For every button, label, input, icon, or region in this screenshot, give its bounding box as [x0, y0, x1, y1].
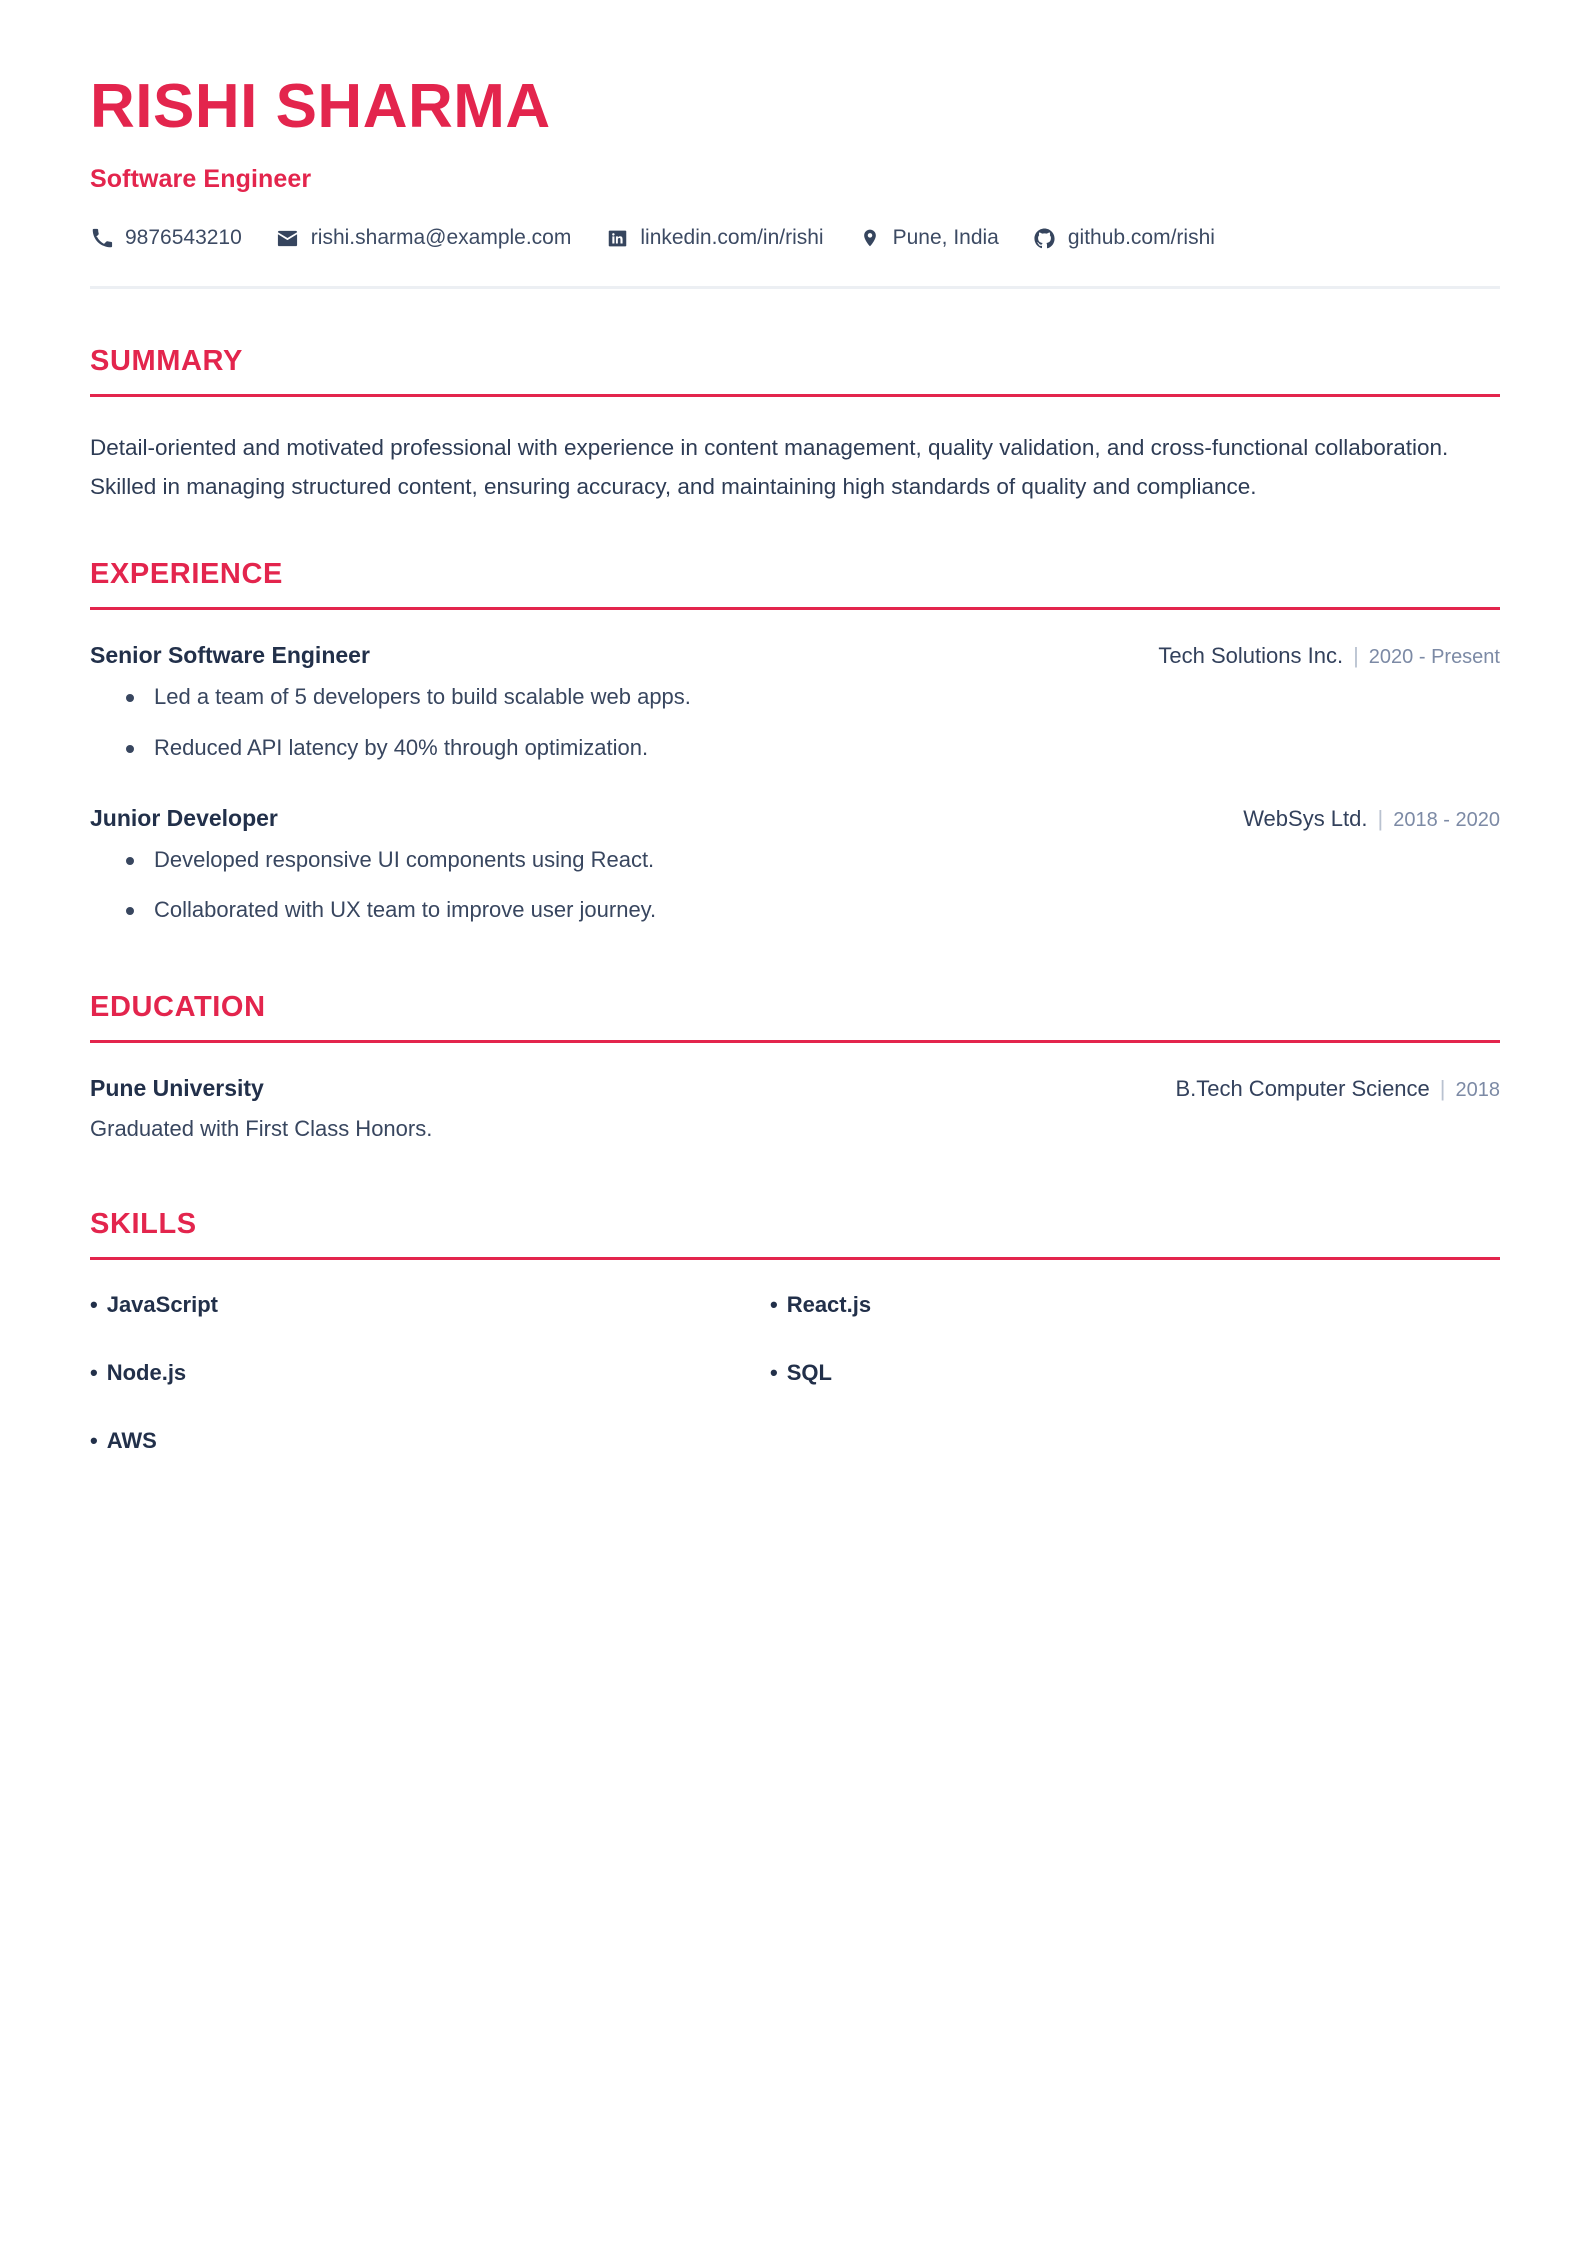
section-title-summary: SUMMARY	[90, 345, 243, 378]
experience-separator: |	[1353, 643, 1359, 669]
section-rule-education	[90, 1040, 1500, 1043]
skills-grid	[90, 1292, 1410, 1496]
contact-email-text: rishi.sharma@example.com	[310, 226, 572, 250]
experience-bullet: Collaborated with UX team to improve user journey.	[126, 896, 1500, 925]
skill-bullet-icon: •	[770, 1291, 778, 1317]
experience-dates: 2018 - 2020	[1393, 808, 1500, 831]
contact-location[interactable]	[858, 226, 999, 250]
section-title-education: EDUCATION	[90, 990, 266, 1023]
experience-role: Senior Software Engineer	[90, 642, 370, 669]
section-title-skills: SKILLS	[90, 1207, 197, 1240]
skill-bullet-icon: •	[770, 1359, 778, 1385]
experience-bullets	[90, 846, 1500, 925]
section-rule-summary	[90, 394, 1500, 397]
experience-role: Junior Developer	[90, 804, 278, 831]
skill-item	[770, 1292, 1410, 1318]
linkedin-icon	[605, 226, 629, 250]
skill-item	[90, 1360, 730, 1386]
experience-item-header	[90, 642, 1500, 669]
skill-label: React.js	[786, 1291, 872, 1317]
header-divider	[90, 286, 1500, 289]
skill-label: Node.js	[106, 1359, 187, 1385]
contact-github-text: github.com/rishi	[1067, 226, 1215, 250]
skill-label: AWS	[106, 1427, 157, 1453]
education-meta	[1175, 1076, 1500, 1102]
skill-label: JavaScript	[106, 1291, 218, 1317]
location-pin-icon	[858, 226, 882, 250]
experience-item	[90, 805, 1500, 925]
section-experience	[90, 558, 1500, 924]
contact-phone[interactable]	[90, 226, 242, 250]
education-item-header	[90, 1075, 1500, 1102]
experience-meta	[1243, 806, 1500, 832]
experience-bullet: Developed responsive UI components using React.	[126, 846, 1500, 875]
section-summary	[90, 345, 1500, 506]
contact-email[interactable]	[276, 226, 572, 250]
skill-item	[90, 1292, 730, 1318]
spacer	[90, 935, 1500, 991]
section-rule-skills	[90, 1257, 1500, 1260]
section-skills	[90, 1208, 1500, 1496]
resume-header	[90, 74, 1500, 289]
skill-item	[90, 1428, 730, 1454]
contact-location-text: Pune, India	[892, 226, 999, 250]
contact-row	[90, 226, 1500, 250]
email-icon	[276, 226, 300, 250]
section-rule-experience	[90, 607, 1500, 610]
experience-company: WebSys Ltd.	[1243, 805, 1368, 831]
experience-company: Tech Solutions Inc.	[1158, 643, 1344, 669]
skill-bullet-icon: •	[90, 1359, 98, 1385]
contact-linkedin-text: linkedin.com/in/rishi	[640, 226, 824, 250]
section-title-experience: EXPERIENCE	[90, 558, 283, 591]
experience-item-header	[90, 805, 1500, 832]
experience-bullet: Led a team of 5 developers to build scalable web apps.	[126, 683, 1500, 712]
experience-separator: |	[1377, 805, 1384, 831]
skill-bullet-icon: •	[90, 1291, 98, 1317]
candidate-role: Software Engineer	[90, 165, 312, 194]
summary-text: Detail-oriented and motivated professional with experience in content management, quality validation, and cross-functional collaboration. Skilled in managing structured content, ensuring accuracy, and maintaining high standards of quality and compliance.	[90, 435, 1449, 499]
contact-phone-text: 9876543210	[125, 226, 242, 250]
experience-bullet: Reduced API latency by 40% through optimization.	[126, 734, 1500, 763]
phone-icon	[90, 226, 114, 250]
contact-linkedin[interactable]	[605, 226, 823, 250]
education-separator: |	[1439, 1075, 1446, 1101]
section-education	[90, 991, 1500, 1142]
experience-item	[90, 642, 1500, 762]
skill-label: SQL	[786, 1359, 832, 1385]
candidate-name: RISHI SHARMA	[90, 72, 551, 141]
experience-meta	[1158, 643, 1500, 669]
github-icon	[1033, 226, 1057, 250]
skill-item	[770, 1360, 1410, 1386]
contact-github[interactable]	[1033, 226, 1215, 250]
spacer	[90, 1160, 1500, 1208]
education-note: Graduated with First Class Honors.	[90, 1115, 433, 1141]
education-degree: B.Tech Computer Science	[1175, 1075, 1430, 1101]
skill-bullet-icon: •	[90, 1427, 98, 1453]
education-item	[90, 1075, 1500, 1142]
education-dates: 2018	[1455, 1078, 1500, 1101]
experience-bullets	[90, 683, 1500, 762]
education-school: Pune University	[90, 1074, 264, 1101]
experience-dates: 2020 - Present	[1368, 646, 1500, 669]
